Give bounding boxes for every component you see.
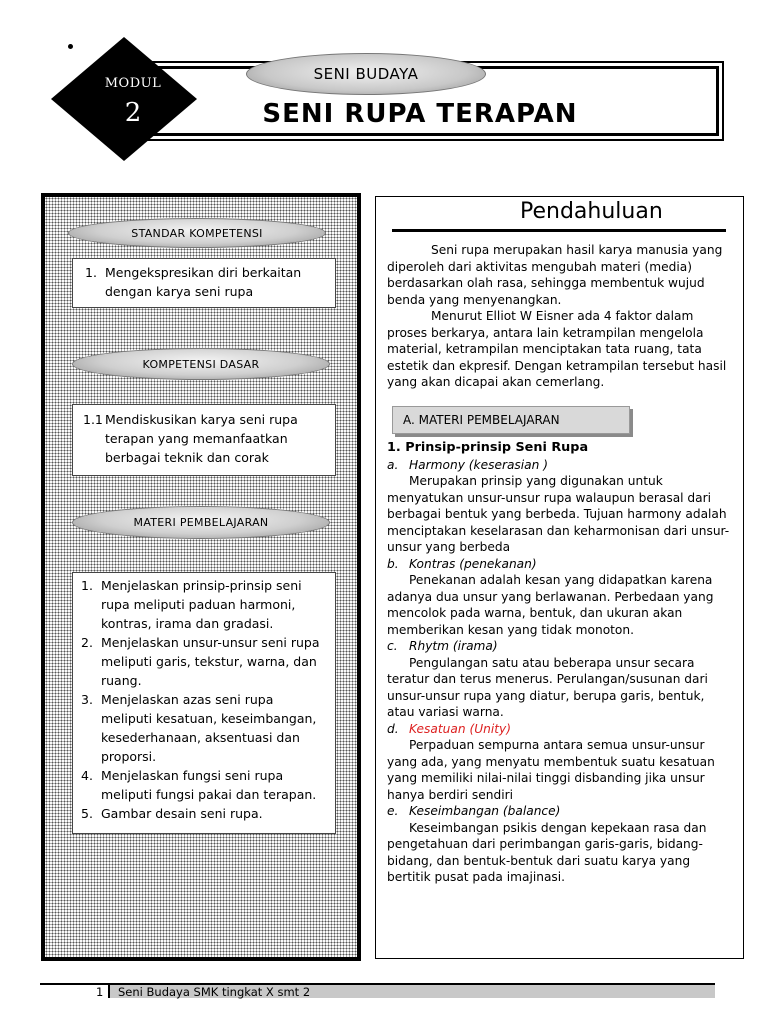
standar-kompetensi-box	[72, 258, 336, 308]
list-item: 2. Menjelaskan unsur-unsur seni rupa meliputi garis, tekstur, warna, dan ruang.	[81, 635, 320, 688]
point-text-b: Penekanan adalah kesan yang didapatkan karena adanya dua unsur yang berlawanan. Perbedaan yang mencolok pada warna, bentuk, dan ukuran akan memberikan kesan yang tidak monoton.	[387, 573, 714, 637]
point-text-c: Pengulangan satu atau beberapa unsur secara teratur dan terus menerus. Perulangan/susunan dari unsur-unsur rupa yang diatur, berupa garis, bentuk, atau variasi warna.	[387, 655, 708, 719]
list-item: 4. Menjelaskan fungsi seni rupa meliputi fungsi pakai dan terapan.	[81, 768, 317, 802]
page-number: 1	[96, 985, 104, 999]
title-underline	[392, 229, 726, 232]
materi-pembelajaran-label	[392, 406, 630, 434]
principles-section	[387, 440, 733, 886]
page-title: SENI RUPA TERAPAN	[262, 99, 578, 129]
footer-text: Seni Budaya SMK tingkat X smt 2	[118, 985, 311, 999]
materi-pembelajaran-box	[72, 572, 336, 834]
kompetensi-dasar-box	[72, 404, 336, 476]
kompetensi-heading-label: KOMPETENSI DASAR	[142, 357, 260, 371]
modul-label: MODUL	[104, 76, 162, 91]
materi-heading-label: MATERI PEMBELAJARAN	[133, 516, 269, 529]
point-heading-e: e. Keseimbangan (balance)	[387, 804, 561, 818]
standar-kompetensi-heading	[68, 218, 326, 248]
footer-separator	[108, 985, 110, 998]
list-item: 3. Menjelaskan azas seni rupa meliputi kesatuan, keseimbangan, kesederhanaan, aksentuasi dan proporsi.	[81, 692, 317, 764]
subsection-heading: 1. Prinsip-prinsip Seni Rupa	[387, 440, 589, 455]
point-heading-d: d. Kesatuan (Unity)	[387, 721, 511, 736]
standar-heading-label: STANDAR KOMPETENSI	[131, 226, 263, 240]
point-heading-c: c. Rhytm (irama)	[387, 639, 498, 653]
point-heading-a: a. Harmony (keserasian )	[387, 457, 548, 472]
modul-number: 2	[124, 98, 142, 128]
point-text-e: Keseimbangan psikis dengan kepekaan rasa dan pengetahuan dari perimbangan garis-garis, bidang-bidang, dan bentuk-bentuk dari suatu karya yang bertitik pusat pada imajinasi.	[387, 820, 707, 884]
intro-text	[387, 242, 733, 391]
list-item: 1.1 Mendiskusikan karya seni rupa terapan yang memanfaatkan berbagai teknik dan corak	[83, 412, 298, 465]
point-text-a: Merupakan prinsip yang digunakan untuk menyatukan unsur-unsur rupa walaupun berasal dari berbagai bentuk yang berbeda. Tujuan harmony adalah menciptakan keselarasan dan keharmonisan dari unsur-unsur yang berbeda	[387, 474, 730, 554]
kompetensi-dasar-heading	[72, 348, 330, 380]
list-item: 1. Mengekspresikan diri berkaitan dengan karya seni rupa	[85, 265, 302, 299]
list-item: 1. Menjelaskan prinsip-prinsip seni rupa meliputi paduan harmoni, kontras, irama dan gradasi.	[81, 578, 302, 631]
intro-paragraph-2: Menurut Elliot W Eisner ada 4 faktor dalam proses berkarya, antara lain ketrampilan mengelola material, ketrampilan menciptakan tata ruang, tata estetik dan ekpresif. Dengan ketrampilan tersebut hasil yang akan dicapai akan cemerlang.	[387, 309, 727, 389]
intro-paragraph-1: Seni rupa merupakan hasil karya manusia yang diperoleh dari aktivitas mengubah materi (media) berdasarkan olah rasa, sehingga membentuk wujud benda yang menyenangkan.	[387, 243, 723, 307]
point-heading-b: b. Kontras (penekanan)	[387, 556, 537, 571]
materi-pembelajaran-heading	[72, 506, 330, 539]
subject-pill	[246, 53, 486, 95]
point-text-d: Perpaduan sempurna antara semua unsur-unsur yang ada, yang menyatu membentuk suatu kesatuan yang memiliki nilai-nilai tinggi disbanding jika unsur hanya berdiri sendiri	[387, 738, 715, 802]
list-item: 5. Gambar desain seni rupa.	[81, 806, 263, 821]
subject-label: SENI BUDAYA	[313, 65, 419, 83]
materi-section-label: A. MATERI PEMBELAJARAN	[403, 413, 560, 427]
section-title: Pendahuluan	[520, 199, 663, 224]
